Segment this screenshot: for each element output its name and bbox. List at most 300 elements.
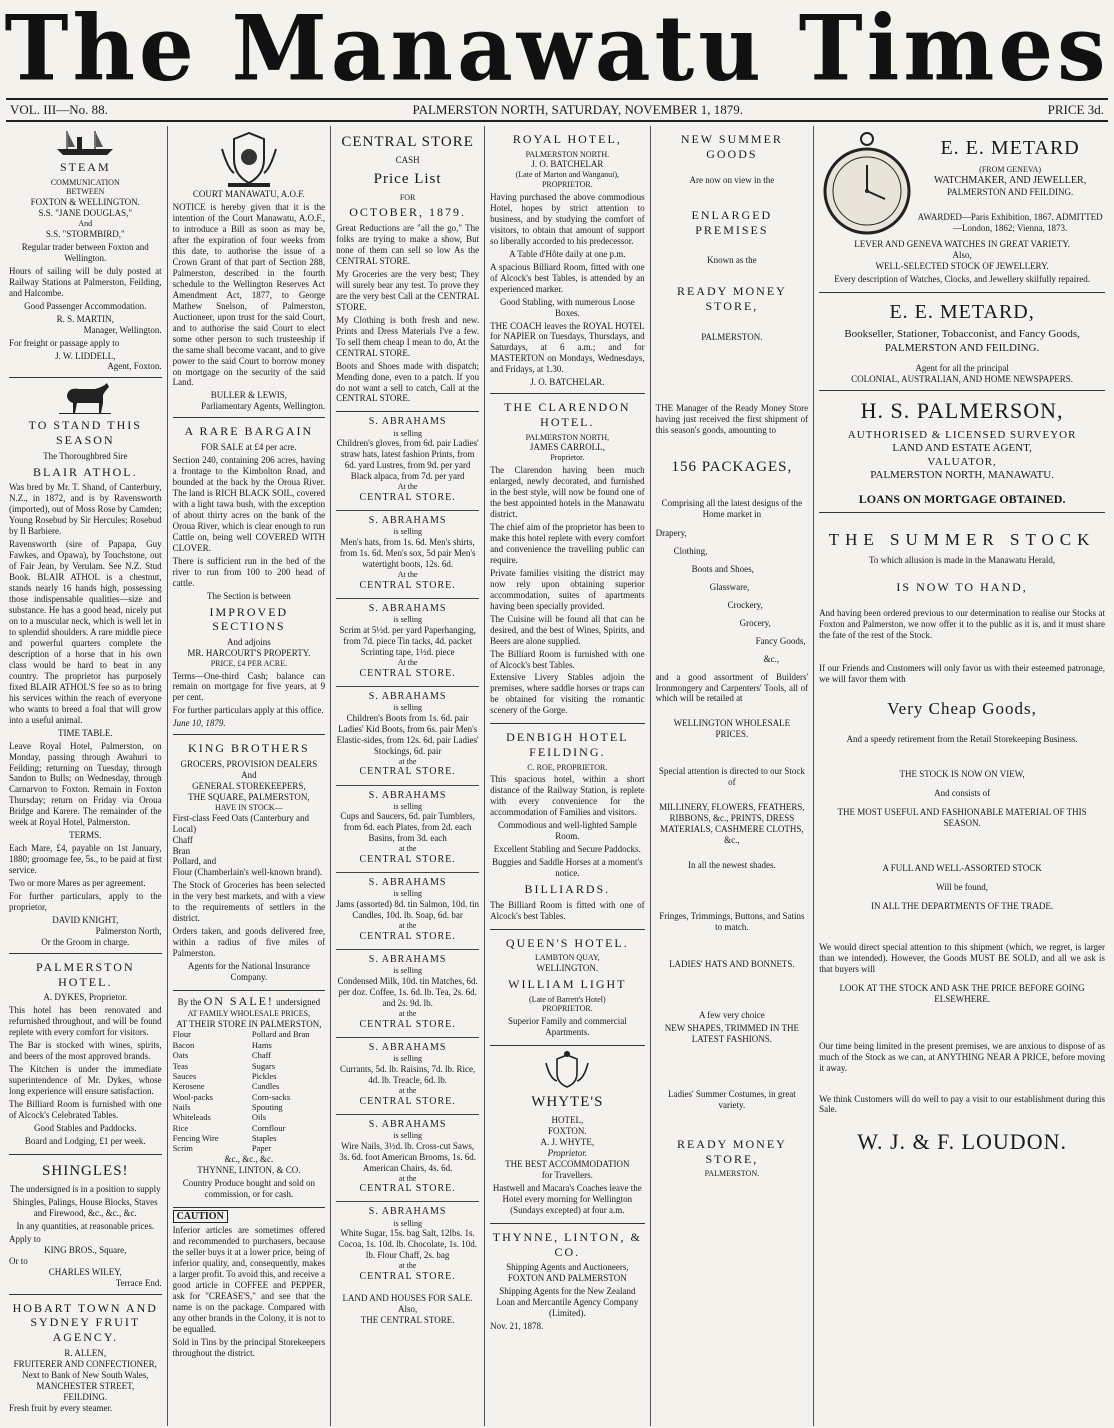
- metard-places: PALMERSTON AND FEILDING.: [946, 186, 1074, 197]
- shingles-title: SHINGLES!: [42, 1162, 129, 1179]
- shingles-who-2-place: Terrace End.: [115, 1277, 162, 1288]
- sale-item: Bacon: [172, 1039, 195, 1050]
- timetable-title: TIME TABLE.: [57, 727, 113, 738]
- steam-ship-2: S.S. "STORMBIRD,": [45, 228, 125, 239]
- summer-stock-text-3: And a speedy retirement from the Retail Storekeeping Business.: [846, 734, 1078, 744]
- king-trade-2: GENERAL STOREKEEPERS,: [192, 780, 306, 791]
- sale-item: Whiteleads: [172, 1112, 211, 1123]
- queens-name: WILLIAM LIGHT: [508, 976, 627, 991]
- metard-awarded: AWARDED—Paris Exhibition, 1867. ADMITTED—London, 1862; Vienna, 1873.: [917, 211, 1103, 233]
- king-stock-item: Chaff: [172, 834, 193, 845]
- bargain-title: A RARE BARGAIN: [184, 424, 314, 439]
- abrahams-selling: is selling: [393, 1218, 422, 1228]
- verse-4: Boots and Shoes made with dispatch; Mending done, even to a patch. If you do not want a sell to catch, Call at the CENTRAL STORE.: [336, 360, 480, 404]
- abrahams-at: At the: [397, 657, 418, 667]
- abrahams-name: S. ABRAHAMS: [368, 690, 447, 702]
- sale-item: Candles: [251, 1081, 280, 1092]
- court-ad: [173, 126, 326, 418]
- abrahams-items: Currants, 5d. lb. Raisins, 7d. lb. Rice, 4d. lb. Treacle, 6d. lb.: [339, 1063, 476, 1085]
- palmerston-hotel-text-6: Board and Lodging, £1 per week.: [24, 1135, 146, 1146]
- steam-and: And: [78, 219, 93, 229]
- palmerson-loans: LOANS ON MORTGAGE OBTAINED.: [858, 492, 1066, 507]
- summer-goods-text-2: Comprising all the latest designs of the Home market in: [661, 497, 803, 519]
- abrahams-selling: is selling: [393, 801, 422, 811]
- thynne-text: Shipping Agents for the New Zealand Loan and Mercantile Agency Company (Limited).: [496, 1286, 639, 1319]
- royal-hotel-ad: [490, 126, 645, 394]
- goods-item: Fancy Goods,: [755, 635, 806, 646]
- king-stock-item: First-class Feed Oats (Canterbury and Local): [172, 812, 310, 834]
- shingles-apply: Apply to: [9, 1234, 41, 1245]
- fruit-name: R. ALLEN,: [64, 1347, 107, 1358]
- consists-of: And consists of: [934, 787, 991, 798]
- verse-1: Great Reductions are "all the go," The folks are trying to make a show, But none of them can sell so low As the CENTRAL STORE.: [336, 222, 480, 266]
- metard-2-trade: Bookseller, Stationer, Tobacconist, and Fancy Goods,: [844, 328, 1080, 341]
- abrahams-name: S. ABRAHAMS: [368, 515, 447, 527]
- abrahams-selling: is selling: [393, 615, 422, 625]
- abrahams-name: S. ABRAHAMS: [368, 954, 447, 966]
- goods-item: Glassware,: [709, 581, 750, 592]
- abrahams-items: Cups and Saucers, 6d. pair Tumblers, from 6d. each Plates, from 2d. each Basins, from 3d. each: [340, 811, 475, 844]
- court-sign-role: Parliamentary Agents, Wellington.: [201, 401, 326, 412]
- sale-title: ON SALE!: [203, 994, 274, 1009]
- metard-watchmaker-ad: [819, 126, 1105, 293]
- bargain-adjoins: And adjoins: [226, 636, 271, 647]
- masthead: [0, 0, 1114, 102]
- abrahams-name: S. ABRAHAMS: [368, 1041, 447, 1053]
- denbigh-text-3: Excellent Stabling and Secure Paddocks.: [493, 844, 641, 855]
- summer-goods-ad: [656, 126, 809, 1184]
- denbigh-text-2: Commodious and well-lighted Sample Room.: [497, 820, 637, 842]
- abrahams-price-block: [336, 687, 479, 786]
- central-store-month: OCTOBER, 1879.: [349, 205, 467, 220]
- metard-stock: WELL-SELECTED STOCK OF JEWELLERY.: [875, 260, 1049, 271]
- denbigh-hotel-ad: [490, 724, 645, 929]
- abrahams-selling: is selling: [393, 1130, 422, 1140]
- terms-text: Each Mare, £4, payable on 1st January, 1880; groomage fee, 5s., to be paid at first service.: [9, 843, 162, 876]
- stand-contact: For further particulars, apply to the proprietor,: [9, 891, 162, 913]
- horse-icon: [57, 381, 113, 415]
- abrahams-at: at the: [398, 1173, 417, 1183]
- sale-item: Nails: [172, 1101, 191, 1112]
- abrahams-at: at the: [398, 1085, 417, 1095]
- abrahams-price-block: [336, 1202, 479, 1289]
- column-1: [4, 126, 168, 1426]
- packages-count: 156 PACKAGES,: [671, 458, 793, 475]
- king-title: KING BROTHERS: [188, 741, 310, 756]
- queens-hotel-ad: [490, 930, 645, 1046]
- denbigh-billiards: BILLIARDS.: [524, 882, 611, 897]
- summer-goods-title: NEW SUMMER GOODS: [680, 132, 783, 161]
- palmerson-land: LAND AND ESTATE AGENT,: [892, 442, 1032, 455]
- fruit-text: Fresh fruit by every steamer.: [9, 1402, 113, 1413]
- sale-item: Paper: [251, 1143, 272, 1154]
- abrahams-store: CENTRAL STORE.: [359, 1018, 456, 1030]
- abrahams-items: Jams (assorted) 8d. tin Salmon, 10d. tin Candles, 10d. lb. Soap, 6d. bar: [336, 899, 479, 921]
- verse-2: My Groceries are the very best; They will surely bear any test. To prove they are the very best Call at the CENTRAL STORE.: [336, 268, 480, 312]
- shingles-text-2: In any quantities, at reasonable prices.: [16, 1221, 155, 1232]
- shingles-who-2: CHARLES WILEY,: [48, 1266, 122, 1277]
- king-stock-item: Bran: [172, 845, 191, 856]
- bargain-terms: Terms—One-third Cash; balance can remain on mortgage for five years, at 9 per cent.: [172, 670, 326, 703]
- clarendon-title: THE CLARENDON HOTEL.: [504, 400, 631, 429]
- shingles-ad: [9, 1155, 162, 1295]
- steam-agent-2-role: Agent, Foxton.: [107, 361, 162, 372]
- bargain-ad: [173, 418, 326, 735]
- abrahams-selling: is selling: [393, 527, 422, 537]
- sale-undersigned: undersigned: [276, 997, 321, 1008]
- palmerson-trade: AUTHORISED & LICENSED SURVEYOR: [847, 428, 1077, 441]
- bargain-price: PRICE, £4 PER ACRE.: [210, 658, 287, 668]
- bargain-sub: FOR SALE at £4 per acre.: [201, 442, 297, 452]
- metard-also: Also,: [952, 249, 972, 260]
- clarendon-place: PALMERSTON NORTH,: [525, 432, 610, 442]
- column-5: [651, 126, 815, 1426]
- king-text-3: Agents for the National Insurance Company.: [187, 961, 310, 983]
- summer-stock-text-5: Our time being limited in the present premises, we are anxious to dispose of as much of the Stock as we can, at ANYTHING NEAR A PRICE, before moving it away.: [819, 1040, 1106, 1073]
- abrahams-at: at the: [398, 756, 417, 766]
- abrahams-items: White Sugar, 15s. bag Salt, 12lbs. 1s. Cocoa, 1s. 10d. lb. Chocolate, 1s. 10d. lb. Flour Chaff, 2s. bag: [338, 1228, 477, 1261]
- sale-list-right: [252, 1029, 325, 1153]
- bargain-date: June 10, 1879.: [172, 718, 226, 729]
- column-3: [331, 126, 485, 1426]
- palmerston-hotel-text-2: The Bar is stocked with wines, spirits, and beers of the most approved brands.: [9, 1040, 162, 1062]
- denbigh-text-1: This spacious hotel, within a short distance of the Railway Station, is replete with every convenience for the accommodation of Families and visitors.: [490, 774, 645, 818]
- caution-text-2: Sold in Tins by the principal Storekeepers throughout the district.: [172, 1336, 326, 1358]
- abrahams-price-block: [336, 786, 479, 874]
- royal-text-1: Having purchased the above commodious Hotel, hopes by strict attention to business, and by studying the comfort of visitors, to obtain that amount of support so liberally accorded to his predecessor.: [490, 191, 645, 246]
- summer-stock-now: IS NOW TO HAND,: [896, 579, 1028, 594]
- king-brothers-ad: [173, 735, 326, 991]
- shingles-list: Shingles, Palings, House Blocks, Staves and Firewood, &c., &c., &c.: [12, 1197, 158, 1219]
- shingles-who-1: KING BROS., Square,: [44, 1244, 127, 1255]
- wholesale-title: WELLINGTON WHOLESALE: [673, 718, 791, 729]
- stallion-ad: [9, 378, 162, 954]
- royal-text-4: Good Stabling, with numerous Loose Boxes.: [499, 296, 635, 318]
- shingles-text-1: The undersigned is in a position to supply: [9, 1184, 161, 1195]
- denbigh-text-4: Buggies and Saddle Horses at a moment's notice.: [492, 857, 643, 879]
- whyte-place: FOXTON.: [548, 1126, 587, 1137]
- sale-item: Kerosene: [172, 1081, 205, 1092]
- stand-or: Or the Groom in charge.: [41, 937, 130, 948]
- abrahams-name: S. ABRAHAMS: [368, 877, 447, 889]
- metard-2-agent: Agent for all the principal: [915, 363, 1009, 374]
- summer-stock-ad: [819, 513, 1105, 1165]
- most-useful: THE MOST USEFUL AND FASHIONABLE MATERIAL OF THIS SEASON.: [837, 806, 1087, 828]
- whyte-prop: Proprietor.: [547, 1148, 588, 1159]
- royal-text-3: A spacious Billiard Room, fitted with one of Alcock's best Tables, is attended by an experienced marker.: [490, 261, 645, 294]
- steam-between: BETWEEN: [66, 187, 105, 197]
- sale-item: Sugars: [251, 1060, 276, 1071]
- crest-icon: [214, 129, 284, 189]
- clarendon-prop: Proprietor.: [550, 453, 585, 463]
- summer-costumes: Ladies' Summer Costumes, in great variety.: [667, 1088, 796, 1110]
- sale-item: Spouting: [251, 1101, 283, 1112]
- fruit-trade: FRUITERER AND CONFECTIONER,: [13, 1358, 157, 1369]
- abrahams-at: at the: [398, 1008, 417, 1018]
- royal-text-2: A Table d'Hôte daily at one p.m.: [509, 248, 626, 259]
- known-as: Known as the: [707, 255, 757, 266]
- metard-name: E. E. METARD: [940, 137, 1080, 160]
- land-sale-title: LAND AND HOUSES FOR SALE.: [342, 1293, 473, 1304]
- loudon-firm: W. J. & F. LOUDON.: [857, 1129, 1067, 1155]
- abrahams-at: at the: [398, 921, 417, 931]
- stand-place: Palmerston North,: [95, 926, 162, 937]
- sale-produce: Country Produce bought and sold on commission, or for cash.: [182, 1177, 315, 1199]
- sale-item: Pollard and Bran: [251, 1029, 310, 1040]
- king-stock-item: Flour (Chamberlain's well-known brand).: [172, 867, 323, 878]
- abrahams-at: at the: [398, 844, 417, 854]
- goods-item: &c.,: [763, 653, 780, 664]
- abrahams-store: CENTRAL STORE.: [359, 1095, 456, 1107]
- royal-prop: PROPRIETOR.: [541, 180, 593, 190]
- summer-stock-text-1: And having been ordered previous to our determination to realise our Stocks at Foxton and Palmerston, we now offer it to the public as it is, and it must share the fate of the rest of the Stock.: [819, 608, 1106, 641]
- column-6: [814, 126, 1110, 1426]
- bargain-text-2: There is sufficient run in the bed of the river to run from 100 to 200 head of cattle.: [172, 555, 326, 588]
- steam-ad: [9, 126, 162, 378]
- royal-text-5: THE COACH leaves the ROYAL HOTEL for NAPIER on Tuesdays, Thursdays, and Saturdays, at 6 a.m.; and for MASTERTON on Mondays, Wednesdays, and Fridays, at 1.30.: [490, 320, 645, 375]
- summer-stock-text-4: We would direct special attention to this shipment (which, we regret, is larger than we intended). However, the Goods MUST BE SOLD, and all we ask is that buyers will: [819, 941, 1106, 974]
- caution-ad: [173, 1208, 326, 1366]
- sale-item: Flour: [172, 1029, 191, 1040]
- sale-item: Cornflour: [251, 1122, 286, 1133]
- palmerson-name: H. S. PALMERSON,: [860, 398, 1064, 424]
- goods-list: [656, 528, 809, 665]
- wholesale-prices: PRICES.: [715, 729, 749, 740]
- sale-list: [173, 1029, 326, 1153]
- whyte-for: for Travellers.: [541, 1170, 593, 1181]
- few-choice: A few very choice: [699, 1010, 765, 1021]
- king-have: HAVE IN STOCK—: [215, 802, 283, 812]
- steam-text-2: Hours of sailing will be duly posted at Railway Stations at Palmerston, Feilding, and Halcombe.: [9, 265, 162, 298]
- metard-from: (FROM GENEVA): [979, 164, 1042, 174]
- stand-title: TO STAND THIS SEASON: [28, 418, 142, 448]
- summer-stock-text-6: We think Customers will do well to pay a visit to our establishment during this Sale.: [819, 1093, 1106, 1115]
- metard-bookseller-ad: [819, 293, 1105, 391]
- palmerston-hotel-text-1: This hotel has been renovated and refurnished throughout, and will be found replete with every comfort for visitors.: [9, 1005, 162, 1038]
- goods-item: Boots and Shoes,: [691, 563, 754, 574]
- palmerston-hotel-title: PALMERSTON HOTEL.: [35, 960, 135, 989]
- abrahams-name: S. ABRAHAMS: [368, 602, 447, 614]
- fringes-text: Fringes, Trimmings, Buttons, and Satins to match.: [659, 911, 805, 933]
- palmerston-hotel-text-5: Good Stables and Paddocks.: [34, 1122, 137, 1133]
- central-store-for: FOR: [399, 192, 416, 202]
- sale-item: Staples: [251, 1133, 277, 1144]
- abrahams-store: CENTRAL STORE.: [359, 930, 456, 942]
- sale-wholesale: AT FAMILY WHOLESALE PRICES,: [187, 1008, 311, 1018]
- whyte-sub: HOTEL,: [551, 1115, 584, 1126]
- summer-goods-place: PALMERSTON.: [701, 331, 763, 342]
- king-addr: THE SQUARE, PALMERSTON,: [188, 791, 310, 802]
- abrahams-store: CENTRAL STORE.: [359, 667, 456, 679]
- millinery-list: MILLINERY, FLOWERS, FEATHERS, RIBBONS, &c., PRINTS, DRESS MATERIALS, CASHMERE CLOTHS, &c.,: [659, 802, 805, 846]
- palmerson-valuator: VALUATOR,: [927, 455, 997, 468]
- bargain-text-3: The Section is between: [207, 590, 291, 601]
- abrahams-selling: is selling: [393, 428, 422, 438]
- timetable-text: Leave Royal Hotel, Palmerston, on Monday, passing through Awahuri to Feilding; returning on Tuesday, through Sandon to Bulls; on Wednesday, through Carnarvon to Foxton. Remain in Foxton Thursday; return on Friday via Oroua Bridge and Karere. The remainder of the week at Royal Hotel, Palmerston.: [9, 740, 162, 828]
- abrahams-price-block: [336, 1038, 479, 1115]
- clarendon-name: JAMES CARROLL,: [529, 442, 605, 453]
- denbigh-text-5: The Billiard Room is fitted with one of Alcock's best Tables.: [490, 899, 645, 921]
- abrahams-store: CENTRAL STORE.: [359, 1271, 456, 1283]
- fruit-street: MANCHESTER STREET,: [36, 1380, 135, 1391]
- abrahams-store: CENTRAL STORE.: [359, 1183, 456, 1195]
- thynne-title: THYNNE, LINTON, & CO.: [492, 1230, 642, 1259]
- clarendon-text-6: Extensive Livery Stables adjoin the premises, where saddle horses or traps can be obtained for visiting the romantic scenery of the Gorge.: [490, 672, 645, 716]
- summer-goods-sub: Are now on view in the: [689, 175, 775, 186]
- steam-agent-2: J. W. LIDDELL,: [55, 350, 116, 361]
- place-date: PALMERSTON NORTH, SATURDAY, NOVEMBER 1, 1879.: [412, 102, 743, 117]
- column-4: [485, 126, 651, 1426]
- sale-item: Pickles: [251, 1070, 277, 1081]
- abrahams-selling: is selling: [393, 889, 422, 899]
- sale-item: Oils: [251, 1112, 267, 1123]
- clarendon-hotel-ad: [490, 394, 645, 724]
- summer-stock-title: THE SUMMER STOCK: [828, 530, 1096, 550]
- abrahams-store: CENTRAL STORE.: [359, 579, 456, 591]
- abrahams-at: At the: [397, 482, 418, 492]
- thynne-places: FOXTON AND PALMERSTON: [507, 1273, 627, 1284]
- king-stock-item: Pollard, and: [172, 856, 217, 867]
- clarendon-text-1: The Clarendon having been much enlarged, newly decorated, and furnished in the best style, will now be found one of the best appointed hotels in the Manawatu district.: [490, 465, 645, 519]
- abrahams-price-block: [336, 599, 479, 687]
- whyte-text: Hastwell and Macara's Coaches leave the Hotel every morning for Wellington (Sundays excepted) at four a.m.: [492, 1183, 642, 1216]
- newest-shades: In all the newest shades.: [688, 860, 776, 871]
- clarendon-text-3: Private families visiting the district may now rely upon obtaining superior accommodation, suites of apartments having been specially provided.: [490, 567, 645, 611]
- palmerston-hotel-ad: [9, 954, 162, 1155]
- summer-goods-text-1: THE Manager of the Ready Money Store having just received the first shipment of this season's goods, amounting to: [655, 402, 809, 435]
- metard-repair: Every description of Watches, Clocks, and Jewellery skilfully repaired.: [834, 273, 1090, 284]
- columns: [4, 126, 1110, 1426]
- sale-by: By the: [177, 997, 202, 1008]
- whytes-hotel-ad: [490, 1046, 645, 1224]
- pocket-watch-icon: [819, 129, 915, 239]
- bargain-improved: IMPROVED SECTIONS: [209, 604, 289, 634]
- hats-bonnets: LADIES' HATS AND BONNETS.: [669, 959, 795, 970]
- fruit-town: FEILDING.: [63, 1391, 108, 1402]
- departments: IN ALL THE DEPARTMENTS OF THE TRADE.: [871, 900, 1054, 911]
- abrahams-selling: is selling: [393, 966, 422, 976]
- summer-goods-place-2: PALMERSTON.: [704, 1169, 760, 1179]
- palmerston-hotel-text-4: The Billiard Room is furnished with one of Alcock's Celebrated Tables.: [9, 1098, 162, 1120]
- very-cheap-goods: Very Cheap Goods,: [887, 699, 1037, 719]
- abrahams-store: CENTRAL STORE.: [359, 766, 456, 778]
- queens-text: Superior Family and commercial Apartments.: [507, 1016, 627, 1038]
- clarendon-text-5: The Billiard Room is furnished with one of Alcock's best Tables.: [490, 648, 645, 670]
- thynne-sub: Shipping Agents and Auctioneers,: [506, 1262, 629, 1273]
- steam-text-3: Good Passenger Accommodation.: [24, 300, 147, 311]
- court-sign: BULLER & LEWIS,: [210, 390, 287, 401]
- bargain-text-1: Section 240, containing 206 acres, having a frontage to the Kimbolton Road, and bounded at the back by the Oroua River. The land is RICH BLACK SOIL, covered with a light tawa bush, with the exception of about thirty acres on the bank of the Oroua River, which is clear enough to run Cattle on, being well COVERED WITH CLOVER.: [172, 454, 326, 553]
- queens-place: LAMBTON QUAY,: [534, 953, 600, 963]
- king-text-1: The Stock of Groceries has been selected in the very best markets, and with a view to the requirements of settlers in the district.: [172, 880, 326, 924]
- newspaper-title: The Manawatu Times: [4, 0, 1110, 102]
- central-store-price-list: Price List: [373, 171, 442, 188]
- ready-money-store: READY MONEY STORE,: [676, 284, 787, 314]
- steam-ship-1: S.S. "JANE DOUGLAS,": [38, 208, 133, 219]
- abrahams-price-block: [336, 950, 479, 1038]
- central-store-title: CENTRAL STORE: [341, 134, 474, 150]
- fruit-agency-ad: [9, 1295, 162, 1419]
- enlarged-premises: ENLARGED PREMISES: [691, 208, 773, 237]
- royal-place: PALMERSTON NORTH.: [525, 149, 610, 159]
- sale-item: Fencing Wire: [172, 1133, 219, 1144]
- steam-sub: COMMUNICATION: [50, 177, 120, 187]
- sale-firm: THYNNE, LINTON, & CO.: [197, 1164, 301, 1175]
- abrahams-price-block: [336, 412, 479, 511]
- shingles-or: Or to: [9, 1255, 28, 1266]
- central-store-header: [336, 126, 479, 412]
- sale-item: Rice: [172, 1122, 189, 1133]
- sale-item: Sauces: [172, 1070, 197, 1081]
- steam-agent-1: R. S. MARTIN,: [56, 313, 114, 324]
- land-sale-also: Also,: [397, 1304, 418, 1315]
- steam-route: FOXTON & WELLINGTON.: [30, 197, 140, 208]
- stand-text-1: Was bred by Mr. T. Shand, of Canterbury, N.Z., in 1872, and is by Ravensworth (imported), out of Moss Rose by Camden; Young Rosebud by Sir Hercules; Rosebud by Il Barbiere.: [9, 482, 162, 537]
- sale-etc: &c., &c., &c.: [224, 1153, 274, 1164]
- steam-text-1: Regular trader between Foxton and Wellington.: [21, 241, 149, 263]
- column-2: [168, 126, 332, 1426]
- thynne-linton-ad: [490, 1224, 645, 1337]
- new-shapes: NEW SHAPES, TRIMMED IN THE LATEST FASHIONS.: [664, 1023, 800, 1045]
- steam-title: STEAM: [59, 160, 111, 174]
- volume-number: VOL. III—No. 88.: [10, 102, 108, 117]
- dateline: [6, 98, 1108, 122]
- ready-money-store-2: READY MONEY STORE,: [676, 1136, 787, 1166]
- coat-of-arms-icon: [540, 1049, 594, 1089]
- stand-name: BLAIR ATHOL.: [32, 464, 138, 479]
- steamship-icon: [55, 129, 115, 157]
- steam-text-4: For freight or passage apply to: [9, 337, 120, 348]
- goods-item: Grocery,: [739, 617, 771, 628]
- clarendon-text-4: The Cuisine will be found all that can be desired, and the best of Wines, Spirits, and Beers are alone supplied.: [490, 613, 645, 646]
- abrahams-store: CENTRAL STORE.: [359, 854, 456, 866]
- whyte-name: A. J. WHYTE,: [540, 1137, 595, 1148]
- fruit-title: HOBART TOWN AND SYDNEY FRUIT AGENCY.: [12, 1300, 158, 1345]
- land-sale-store: THE CENTRAL STORE.: [360, 1315, 455, 1326]
- royal-sign: J. O. BATCHELAR.: [530, 377, 605, 388]
- palmerston-hotel-text-3: The Kitchen is under the immediate superintendence of Mr. Dykes, whose long experience will ensure satisfaction.: [9, 1064, 162, 1096]
- palmerson-ad: [819, 391, 1105, 513]
- abrahams-name: S. ABRAHAMS: [368, 1118, 447, 1130]
- summer-goods-text-3: and a good assortment of Builders' Ironmongery and Carpenters' Tools, all of which will be retailed at: [655, 671, 809, 704]
- metard-2-papers: COLONIAL, AUSTRALIAN, AND HOME NEWSPAPERS.: [851, 374, 1074, 385]
- stand-owner: DAVID KNIGHT,: [52, 915, 119, 926]
- abrahams-items: Scrim at 5½d. per yard Paperhanging, from 7d. piece Tin tacks, 4d. packet Scrinting tape, 1½d. piece: [339, 624, 476, 657]
- bargain-harcourt: MR. HARCOURT'S PROPERTY.: [187, 647, 311, 658]
- on-sale-ad: [173, 991, 326, 1208]
- goods-item: Drapery,: [655, 527, 687, 538]
- look-at-stock: LOOK AT THE STOCK AND ASK THE PRICE BEFORE GOING ELSEWHERE.: [839, 982, 1085, 1004]
- price: PRICE 3d.: [1047, 102, 1104, 117]
- clarendon-text-2: The chief aim of the proprietor has been to make this hotel replete with every comfort and convenience the travelling public can require.: [490, 521, 645, 565]
- abrahams-items: Wire Nails, 3½d. lb. Cross-cut Saws, 3s. 6d. foot American Brooms, 1s. 6d. American Chairs, 4s. 6d.: [339, 1140, 476, 1173]
- metard-2-name: E. E. METARD,: [889, 300, 1035, 323]
- king-text-2: Orders taken, and goods delivered free, within a radius of five miles of Palmerston.: [172, 926, 326, 959]
- abrahams-items: Children's gloves, from 6d. pair Ladies' straw hats, latest fashion Prints, from 6d. yard Lustres, from 9d. per yard Black alpaca, from 7d. per yard: [336, 438, 479, 482]
- sale-item: Wool-packs: [172, 1091, 213, 1102]
- abrahams-price-block: [336, 1115, 479, 1203]
- denbigh-prop: C. ROE, PROPRIETOR.: [527, 762, 608, 772]
- bargain-further: For further particulars apply at this office.: [172, 705, 324, 716]
- full-stock: A FULL AND WELL-ASSORTED STOCK: [882, 862, 1042, 873]
- abrahams-selling: is selling: [393, 1054, 422, 1064]
- metard-watches: LEVER AND GENEVA WATCHES IN GREAT VARIETY.: [854, 239, 1070, 249]
- goods-item: Crockery,: [727, 599, 763, 610]
- royal-late: (Late of Marton and Wanganui),: [515, 170, 620, 180]
- queens-city: WELLINGTON.: [536, 963, 599, 973]
- abrahams-at: At the: [397, 570, 418, 580]
- will-be-found: Will be found,: [936, 881, 989, 892]
